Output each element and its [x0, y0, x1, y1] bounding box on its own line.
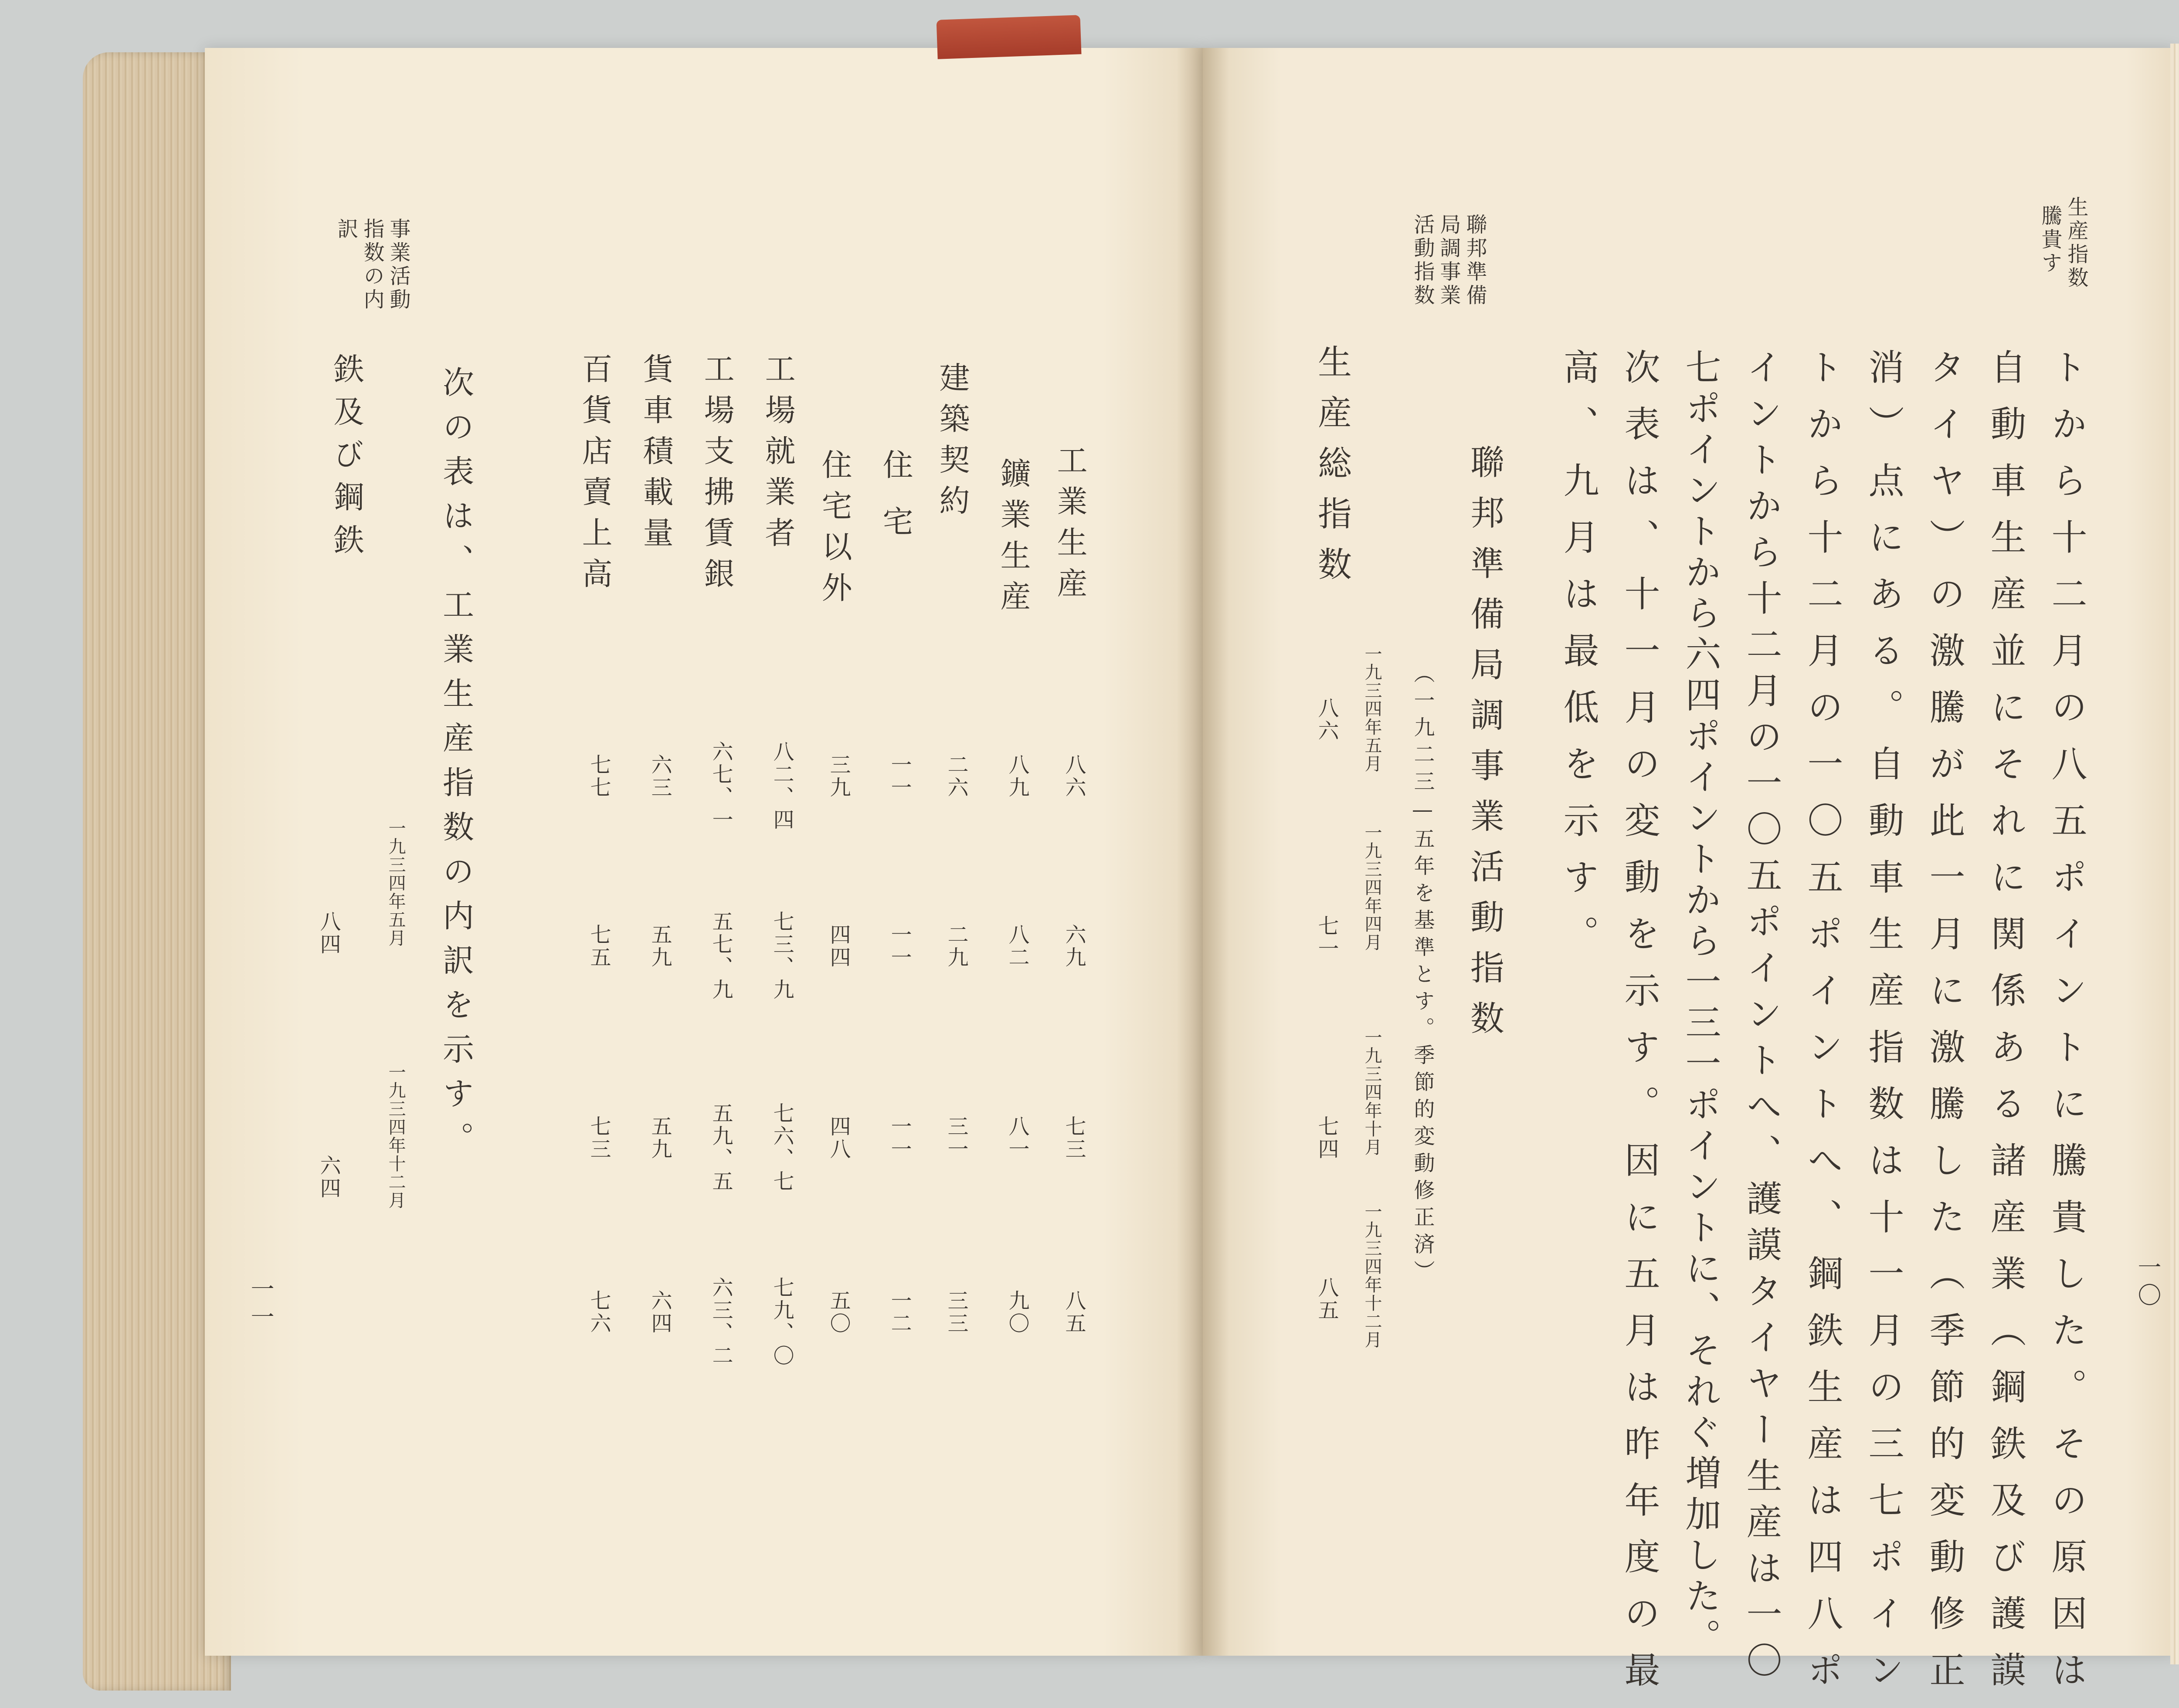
- row-non-residential-v4: 五〇: [826, 1290, 851, 1335]
- margin-note-2: 騰貴す: [2038, 205, 2062, 275]
- row-industrial-v4: 八五: [1062, 1290, 1086, 1335]
- row-label-construction: 建築契約: [934, 362, 970, 525]
- row-freight-carloadings-v3: 五九: [648, 1115, 672, 1161]
- steel-value-2: 六四: [316, 1155, 341, 1200]
- date-col-4: 一九三四年十二月: [1362, 1203, 1382, 1349]
- row-industrial-v3: 七三: [1062, 1115, 1086, 1161]
- row-mining-v3: 八一: [1005, 1115, 1029, 1161]
- paragraph-line-7: 七ポイントから六四ポイントから一三一ポイントに、それぐ増加した。: [1680, 349, 1721, 1659]
- row-construction-v1: 二六: [944, 754, 968, 799]
- row-factory-employment-v4: 七九、〇: [770, 1277, 794, 1367]
- side-note-a-1: 事業活動: [386, 218, 411, 312]
- row-construction-v3: 三一: [944, 1115, 968, 1161]
- page-number-right: 一〇: [2134, 1255, 2162, 1311]
- date-a-left: 一九三四年五月: [386, 819, 406, 947]
- row-department-store-sales-v1: 七七: [587, 754, 611, 799]
- date-col-1: 一九三四年五月: [1362, 645, 1382, 773]
- row-construction-v4: 三三: [944, 1290, 968, 1335]
- row-factory-employment-v2: 七三、九: [770, 911, 794, 1001]
- row-factory-payrolls-v1: 六七、一: [709, 741, 733, 831]
- book-page-edge-right: [2170, 44, 2179, 1664]
- paragraph-line-9: 高、九月は最低を示す。: [1558, 349, 1599, 972]
- row-label-residential: 住宅: [878, 449, 913, 562]
- row-residential-v1: 一一: [887, 754, 912, 799]
- row-factory-payrolls-v3: 五九、五: [709, 1102, 733, 1193]
- row-department-store-sales-v2: 七五: [587, 924, 611, 969]
- intro-line-left: 次の表は、工業生産指数の内訳を示す。: [438, 366, 474, 1166]
- table-subtitle-right: （一九二三—五年を基準とす。季節的変動修正済）: [1410, 662, 1435, 1287]
- date-b-left: 一九三四年十二月: [386, 1063, 406, 1210]
- row-mining-v4: 九〇: [1005, 1290, 1029, 1335]
- row-label-factory-employment: 工場就業者: [760, 353, 796, 558]
- paragraph-line-2: 自動車生産並にそれに関係ある諸産業（鋼鉄及び護謨: [1985, 349, 2026, 1708]
- steel-value-1: 八四: [316, 911, 341, 956]
- row-value-1: 八六: [1314, 697, 1339, 742]
- date-col-2: 一九三四年四月: [1362, 824, 1382, 952]
- book-gutter: [1177, 48, 1229, 1656]
- bookmark-ribbon: [937, 15, 1082, 59]
- row-construction-v2: 二九: [944, 924, 968, 969]
- page-number-left: 一一: [247, 1277, 275, 1332]
- row-label-freight-carloadings: 貨車積載量: [638, 353, 674, 558]
- table-title-right: 聯邦準備局調事業活動指数: [1465, 444, 1504, 1051]
- row-label-department-store-sales: 百貨店賣上高: [577, 353, 613, 599]
- row-factory-employment-v3: 七六、七: [770, 1102, 794, 1193]
- row-factory-payrolls-v4: 六三、二: [709, 1277, 733, 1367]
- margin-note-1: 生産指数: [2064, 196, 2088, 290]
- row-value-2: 七一: [1314, 915, 1339, 960]
- row-industrial-v2: 六九: [1062, 924, 1086, 969]
- row-residential-v2: 一一: [887, 924, 912, 969]
- paragraph-line-4: 消）点にある。自動車生産指数は十一月の三七ポイン: [1863, 349, 1904, 1708]
- side-note-a-3: 訳: [334, 218, 358, 241]
- row-freight-carloadings-v1: 六三: [648, 754, 672, 799]
- row-value-3: 七四: [1314, 1115, 1339, 1161]
- row-non-residential-v2: 四四: [826, 924, 851, 969]
- row-non-residential-v3: 四八: [826, 1115, 851, 1161]
- steel-label: 鉄及び鋼鉄: [329, 353, 364, 566]
- row-residential-v4: 一二: [887, 1290, 912, 1335]
- side-note-3: 活動指数: [1410, 214, 1435, 308]
- row-industrial-v1: 八六: [1062, 754, 1086, 799]
- row-factory-payrolls-v2: 五七、九: [709, 911, 733, 1001]
- row-label-non-residential: 住宅以外: [817, 449, 852, 613]
- row-factory-employment-v1: 八二、四: [770, 741, 794, 831]
- row-freight-carloadings-v2: 五九: [648, 924, 672, 969]
- row-label-industrial: 工業生産: [1052, 444, 1088, 608]
- date-col-3: 一九三四年十月: [1362, 1028, 1382, 1156]
- row-label-mining: 鑛業生産: [995, 458, 1031, 621]
- paragraph-line-8: 次表は、十一月の変動を示す。因に五月は昨年度の最: [1619, 349, 1660, 1708]
- row-department-store-sales-v3: 七三: [587, 1115, 611, 1161]
- paragraph-line-6: イントから十二月の一〇五ポイントへ、護謨タイヤー生産は一〇: [1741, 349, 1782, 1688]
- row-non-residential-v1: 三九: [826, 754, 851, 799]
- row-label-right: 生産総指数: [1312, 344, 1351, 597]
- paragraph-line-1: トから十二月の八五ポイントに騰貴した。その原因は: [2046, 349, 2087, 1708]
- side-note-2: 局調事業: [1436, 214, 1461, 308]
- row-label-factory-payrolls: 工場支拂賃銀: [699, 353, 735, 599]
- row-mining-v1: 八九: [1005, 754, 1029, 799]
- row-department-store-sales-v4: 七六: [587, 1290, 611, 1335]
- left-page: [205, 48, 1203, 1656]
- row-value-4: 八五: [1314, 1277, 1339, 1322]
- side-note-1: 聯邦準備: [1463, 214, 1487, 308]
- row-freight-carloadings-v4: 六四: [648, 1290, 672, 1335]
- paragraph-line-5: トから十二月の一〇五ポイントへ、鋼鉄生産は四八ポ: [1802, 349, 1843, 1708]
- row-residential-v3: 一一: [887, 1115, 912, 1161]
- side-note-a-2: 指数の内: [360, 218, 384, 312]
- paragraph-line-3: タイヤ）の激騰が此一月に激騰した（季節的変動修正: [1924, 349, 1965, 1708]
- row-mining-v2: 八二: [1005, 924, 1029, 969]
